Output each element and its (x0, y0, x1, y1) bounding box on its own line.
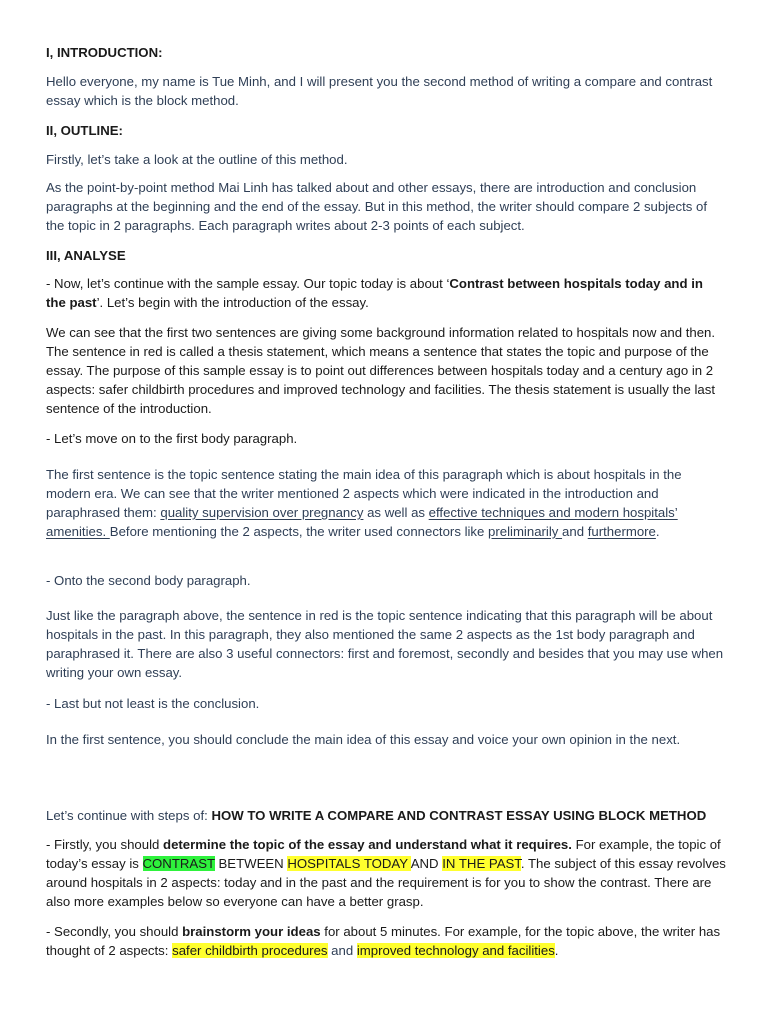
essay-topic: Contrast between hospitals today and in the past (46, 276, 703, 310)
body1-paragraph (46, 465, 726, 541)
outline-heading: II, OUTLINE: (46, 123, 123, 138)
analyse-heading: III, ANALYSE (46, 248, 126, 263)
analyse-paragraph-3: - Let’s move on to the first body paragraph. (46, 431, 298, 446)
conclusion-paragraph: In the first sentence, you should conclude the main idea of this essay and voice your own opinion in the next. (46, 732, 681, 747)
underlined-phrase: effective techniques and modern hospitals’ amenities. (46, 505, 678, 539)
highlight-hospitals-today: HOSPITALS TODAY (287, 856, 411, 871)
text-span: BETWEEN (214, 856, 288, 871)
highlight-aspect-1: safer childbirth procedures (172, 943, 328, 958)
step2-paragraph (46, 922, 726, 960)
outline-paragraph-2: As the point-by-point method Mai Linh has talked about and other essays, there are introduction and conclusion paragraphs at the beginning and the end of the essay. But in this method, the writer should compare 2 subjects of the topic in 2 paragraphs. Each paragraph writes about 2-3 points of each subject. (46, 180, 708, 233)
text-span: . (655, 524, 660, 539)
text-span: - Firstly, you should (46, 837, 164, 852)
bold-phrase: determine the topic of the essay and understand what it requires. (163, 837, 572, 852)
highlight-aspect-2: improved technology and facilities (356, 943, 555, 958)
underlined-phrase: quality supervision over pregnancy (160, 505, 364, 520)
text-span: and (562, 524, 588, 539)
steps-heading (46, 806, 726, 825)
intro-paragraph: Hello everyone, my name is Tue Minh, and I will present you the second method of writing a compare and contrast essay which is the block method. (46, 74, 713, 108)
text-span: AND (410, 856, 443, 871)
intro-heading: I, INTRODUCTION: (46, 45, 163, 60)
underlined-phrase: preliminarily (488, 524, 563, 539)
analyse-paragraph-1 (46, 274, 726, 312)
body2-paragraph: Just like the paragraph above, the sentence in red is the topic sentence indicating that this paragraph will be about hospitals in the past. In this paragraph, they also mentioned the same 2 aspects as the 1st body paragraph and paraphrased it. There are also 3 useful connectors: first and foremost, secondly and besides that you may use when writing your own essay. (46, 608, 724, 680)
analyse-paragraph-2: We can see that the first two sentences are giving some background information related to hospitals now and then. The sentence in red is called a thesis statement, which means a sentence that states the topic and purpose of the essay. The purpose of this sample essay is to point out differences between hospitals today and a century ago in 2 aspects: safer childbirth procedures and improved technology and facilities. The thesis statement is usually the last sentence of the introduction. (46, 325, 716, 416)
highlight-contrast: CONTRAST (142, 856, 215, 871)
step1-paragraph (46, 835, 726, 911)
bold-phrase: brainstorm your ideas (182, 924, 321, 939)
outline-paragraph-1: Firstly, let’s take a look at the outline of this method. (46, 152, 348, 167)
text-span: ’. Let’s begin with the introduction of the essay. (96, 295, 369, 310)
text-span: Before mentioning the 2 aspects, the writer used connectors like (109, 524, 489, 539)
steps-title: HOW TO WRITE A COMPARE AND CONTRAST ESSAY USING BLOCK METHOD (211, 808, 707, 823)
body2-intro: - Onto the second body paragraph. (46, 573, 251, 588)
text-span: for about 5 minutes. For example, for the topic above, the writer has thought of 2 aspects: (46, 924, 721, 958)
text-span: as well as (363, 505, 429, 520)
text-span: - Secondly, you should (46, 924, 183, 939)
text-span: The first sentence is the topic sentence stating the main idea of this paragraph which is about hospitals in the modern era. We can see that the writer mentioned 2 aspects which were indicated in the introduction and paraphrased them: (46, 467, 682, 520)
text-span: . (554, 943, 559, 958)
text-span: and (327, 943, 357, 958)
text-span: . The subject of this essay revolves around hospitals in 2 aspects: today and in the past and the requirement is for you to show the contrast. There are also more examples below so everyone can have a better grasp. (46, 856, 726, 909)
highlight-in-the-past: IN THE PAST (442, 856, 521, 871)
conclusion-intro: - Last but not least is the conclusion. (46, 696, 260, 711)
text-span: Let’s continue with steps of: (46, 808, 212, 823)
text-span: - Now, let’s continue with the sample essay. Our topic today is about ‘ (46, 276, 450, 291)
underlined-phrase: furthermore (587, 524, 656, 539)
text-span: For example, the topic of today’s essay is (46, 837, 721, 871)
